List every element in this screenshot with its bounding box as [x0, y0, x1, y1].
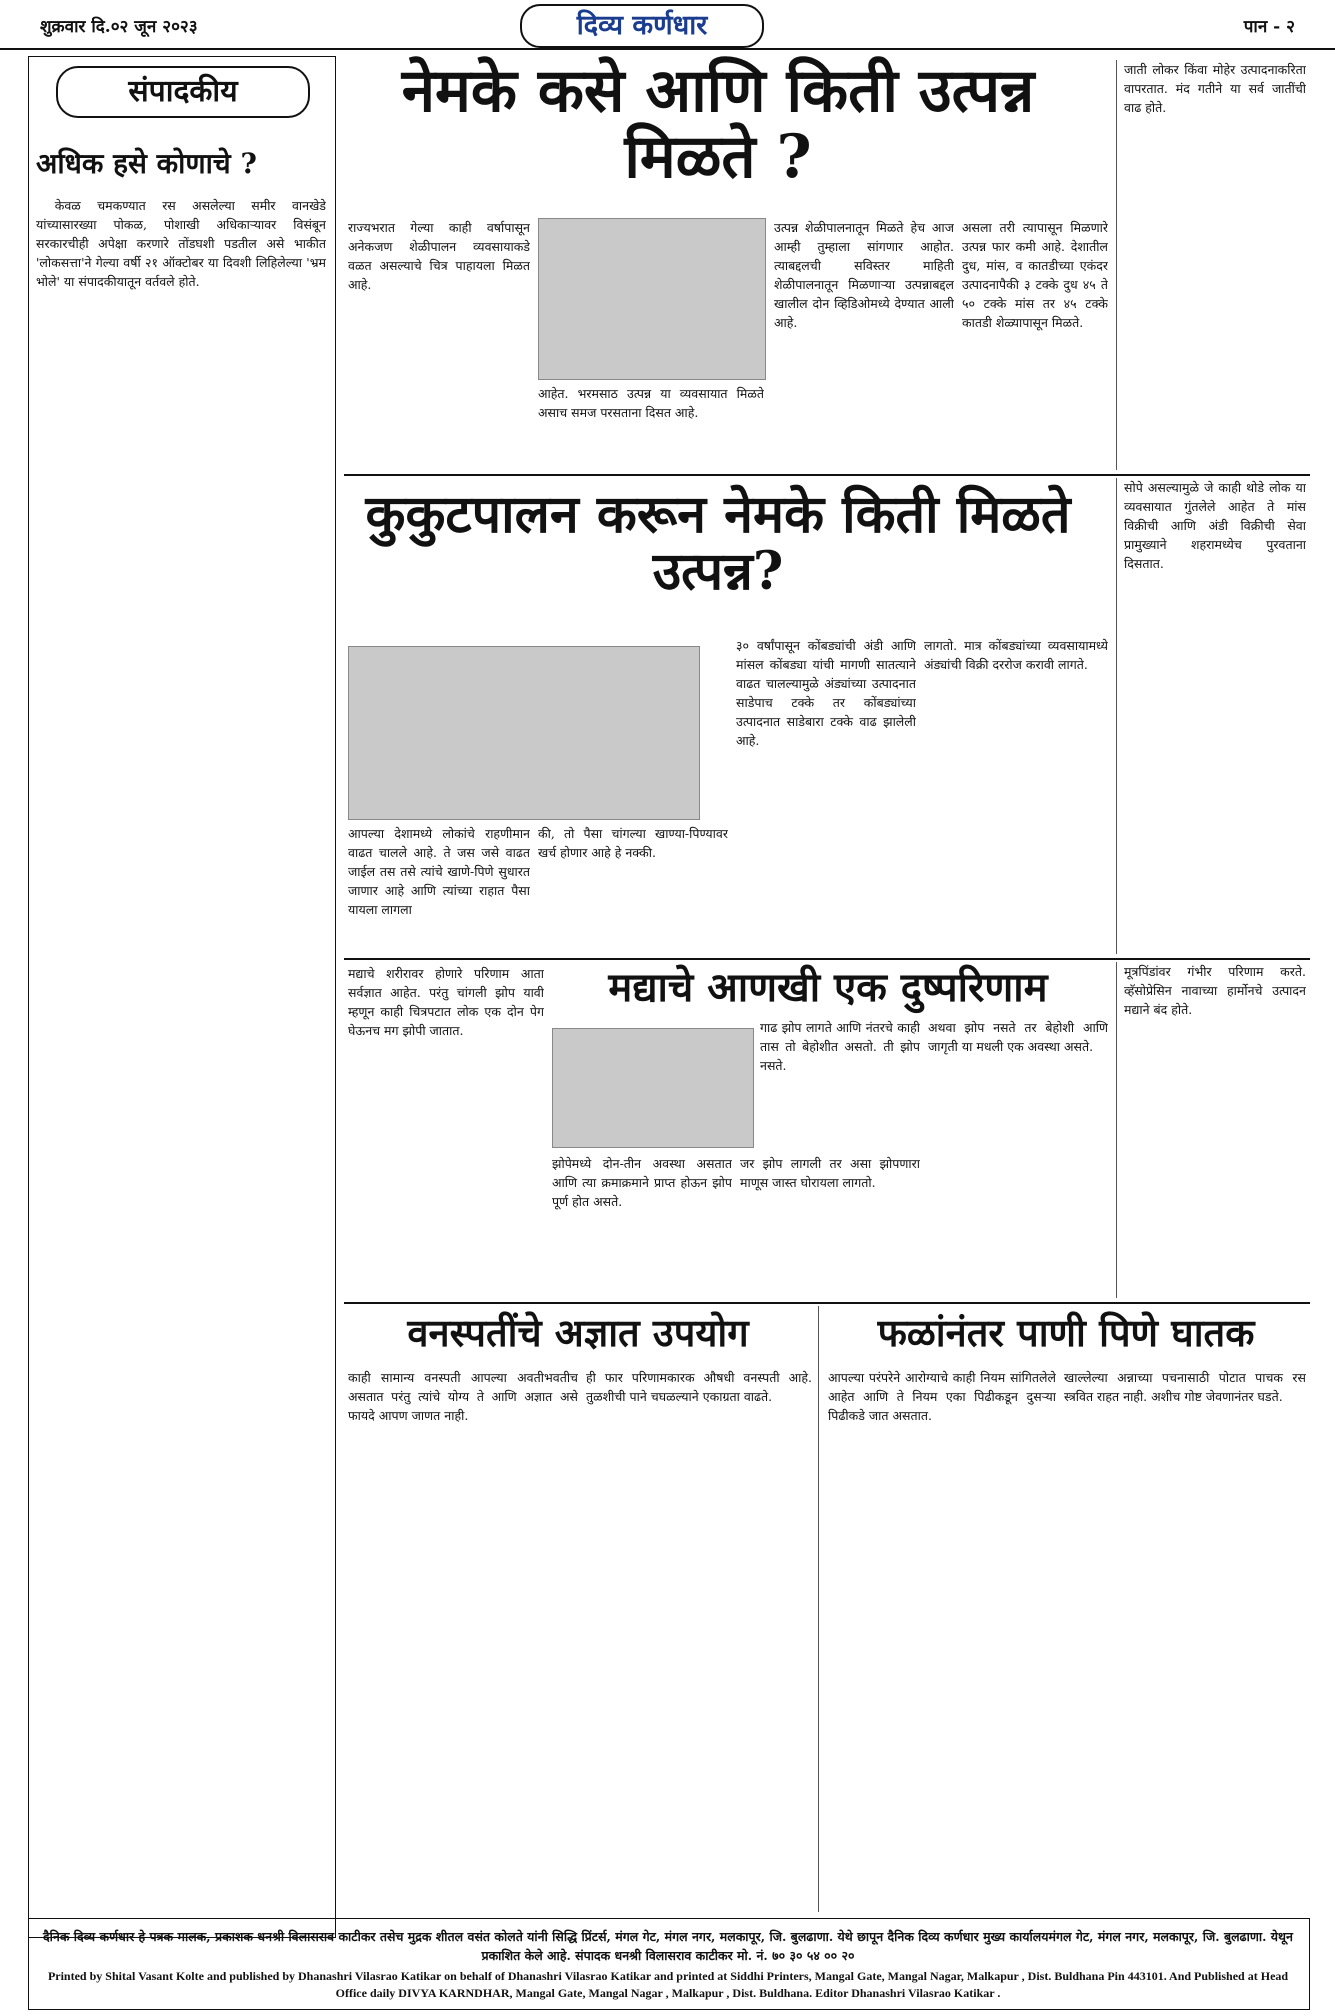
poultry-col-5: सोपे असल्यामुळे जे काही थोडे लोक या व्यवसायात गुंतलेले आहेत ते मांस विक्रीची आणि अंडी विक्रीची सेवा प्रामुख्याने शहरामध्येच पुरवताना दिसतात. [1124, 480, 1306, 571]
plants-col-1: काही सामान्य वनस्पती आपल्या अवतीभवतीच असतात परंतु त्यांचे योग्य ते आणि अज्ञात असे फायदे आपण जाणत नाही. [348, 1370, 578, 1423]
editorial-body [36, 196, 326, 1926]
goat-article-title: नेमके कसे आणि किती उत्पन्न मिळते ? [401, 56, 1035, 192]
poultry-col-3: ३० वर्षांपासून कोंबड्यांची अंडी आणि मांसल कोंबड्या यांची मागणी सातत्याने वाढत चालल्यामुळे अंड्यांच्या उत्पादनात साडेपाच टक्के तर कोंबड्यांच्या उत्पादनात साडेबारा टक्के वाढ झालेली आहे. [736, 638, 916, 748]
imprint-marathi: दैनिक दिव्य कर्णधार हे पत्रक मालक, प्रकाशक धनश्री विलासराव काटीकर तसेच मुद्रक शीतल वसंत कोलते यांनी सिद्धि प्रिंटर्स, मंगल गेट, मंगल नगर, मलकापूर, जि. बुलढाणा. येथे छापून दैनिक दिव्य कर्णधार मुख्य कार्यालयमंगल गेट, मंगल नगर, मलकापूर, जि. बुलढाणा. येथून प्रकाशित केले आहे. संपादक धनश्री विलासराव काटीकर मो. नं. ७० ३० ५४ ०० २० [43, 1929, 1293, 1963]
alcohol-col-2: गाढ झोप लागते आणि नंतरचे काही तास तो बेहोशीत असतो. ती झोप नसते. [760, 1020, 920, 1073]
goat-photo [538, 218, 766, 380]
alcohol-col-3: अथवा झोप नसते तर बेहोशी आणि जागृती या मधली एक अवस्था असते. [928, 1020, 1108, 1054]
poultry-article-title: कुकुटपालन करून नेमके किती मिळते उत्पन्न? [365, 484, 1071, 603]
plants-article-title: वनस्पतींचे अज्ञात उपयोग [407, 1310, 749, 1355]
goat-col-5: जाती लोकर किंवा मोहेर उत्पादनाकरिता वापरतात. मंद गतीने या सर्व जातींची वाढ होते. [1124, 62, 1306, 115]
editorial-title: अधिक हसे कोणाचे ? [36, 147, 257, 180]
issue-date: शुक्रवार दि.०२ जून २०२३ [40, 17, 198, 37]
alcohol-article-title: मद्याचे आणखी एक दुष्परिणाम [608, 964, 1048, 1011]
alcohol-col-3b: जर झोप लागली तर असा झोपणारा माणूस जास्त घोरायला लागतो. [740, 1156, 920, 1190]
plants-col-2: ही फार परिणामकारक औषधी वनस्पती आहे. तुळशीची पाने चघळल्याने एकाग्रता वाढते. [586, 1370, 812, 1404]
section-rule [344, 1302, 1310, 1304]
newspaper-logo: दिव्य कर्णधार [520, 4, 764, 48]
goat-col-4: असला तरी त्यापासून मिळणारे उत्पन्न फार कमी आहे. देशातील दुध, मांस, व कातडीच्या एकंदर उत्पादनापैकी ३ टक्के दुध ४५ ते ५० टक्के मांस तर ४५ टक्के कातडी शेळ्यापासून मिळते. [962, 220, 1108, 330]
alcohol-col-1: मद्याचे शरीरावर होणारे परिणाम आता सर्वज्ञात आहेत. परंतु चांगली झोप यावी म्हणून काही चित्रपटात लोक एक दोन पेग घेऊनच मग झोपी जातात. [348, 966, 544, 1038]
goat-col-3: उत्पन्न शेळीपालनातून मिळते हेच आज आम्ही तुम्हाला सांगणार आहोत. त्याबद्दलची सविस्तर माहिती शेळीपालनातून मिळणाऱ्या उत्पन्नाबद्दल खालील दोन व्हिडिओमध्ये देण्यात आली आहे. [774, 220, 954, 330]
poultry-col-4: लागतो. मात्र कोंबड्यांच्या व्यवसायामध्ये अंड्यांची विक्री दररोज करावी लागते. [924, 638, 1108, 672]
column-rule [1116, 962, 1117, 1298]
section-rule [344, 474, 1310, 476]
column-rule [1116, 60, 1117, 470]
alcohol-col-4: मूत्रपिंडांवर गंभीर परिणाम करते. व्हॅसोप्रेसिन नावाच्या हार्मोनचे उत्पादन मद्याने बंद होते. [1124, 964, 1306, 1017]
editorial-tag: संपादकीय [56, 66, 310, 118]
water-article-title: फळांनंतर पाणी पिणे घातक [877, 1310, 1255, 1355]
section-rule [344, 958, 1310, 960]
imprint-english: Printed by Shital Vasant Kolte and published by Dhanashri Vilasrao Katikar on behalf of Dhanashri Vilasrao Katikar and printed at Siddhi Printers, Mangal Gate, Mangal Nagar, Malkapur , Dist. Buldhana Pin 443101. And Published at Head Office daily DIVYA KARNDHAR, Mangal Gate, Mangal Nagar , Malkapur , Dist. Buldhana. Editor Dhanashri Vilasrao Katikar . [47, 1969, 1289, 2001]
poultry-col-2: की, तो पैसा चांगल्या खाण्या-पिण्यावर खर्च होणार आहे हे नक्की. [538, 826, 728, 860]
poultry-col-1: आपल्या देशामध्ये लोकांचे राहणीमान वाढत चालले आहे. ते जस जसे वाढत जाईल तस तसे त्यांचे खाणे-पिणे सुधारत जाणार आहे आणि त्यांच्या राहात पैसा यायला लागला [348, 826, 530, 917]
alcohol-illustration [552, 1028, 754, 1148]
page-number: पान - २ [1243, 17, 1295, 37]
column-rule [818, 1306, 819, 1912]
water-col-2: खाल्लेल्या अन्नाच्या पचनासाठी पोटात पाचक रस स्त्रवित राहत नाही. अशीच गोष्ट जेवणानंतर घडते. [1064, 1370, 1306, 1404]
water-col-1: आपल्या परंपरेने आरोग्याचे काही नियम सांगितलेले आहेत आणि ते नियम एका पिढीकडून दुसऱ्या पिढीकडे जात असतात. [828, 1370, 1056, 1423]
alcohol-col-2b: झोपेमध्ये दोन-तीन अवस्था असतात आणि त्या क्रमाक्रमाने प्राप्त होऊन झोप पूर्ण होत असते. [552, 1156, 732, 1209]
poultry-photo [348, 646, 700, 820]
editorial-paragraph: केवळ चमकण्यात रस असलेल्या समीर वानखेडे यांच्यासारख्या पोकळ, पोशाखी अधिकाऱ्यावर विसंबून सरकारचीही अपेक्षा करणारे तोंडघशी पडतील असे भाकीत 'लोकसत्ता'ने गेल्या वर्षी २१ ऑक्टोबर या दिवशी लिहिलेल्या 'भ्रम भोले' या संपादकीयातून वर्तवले होते. [36, 198, 326, 289]
goat-col-2: आहेत. भरमसाठ उत्पन्न या व्यवसायात मिळते असाच समज परसताना दिसत आहे. [538, 386, 764, 420]
goat-col-1: राज्यभरात गेल्या काही वर्षापासून अनेकजण शेळीपालन व्यवसायाकडे वळत असल्याचे चित्र पाहायला मिळत आहे. [348, 220, 530, 292]
column-rule [1116, 478, 1117, 954]
